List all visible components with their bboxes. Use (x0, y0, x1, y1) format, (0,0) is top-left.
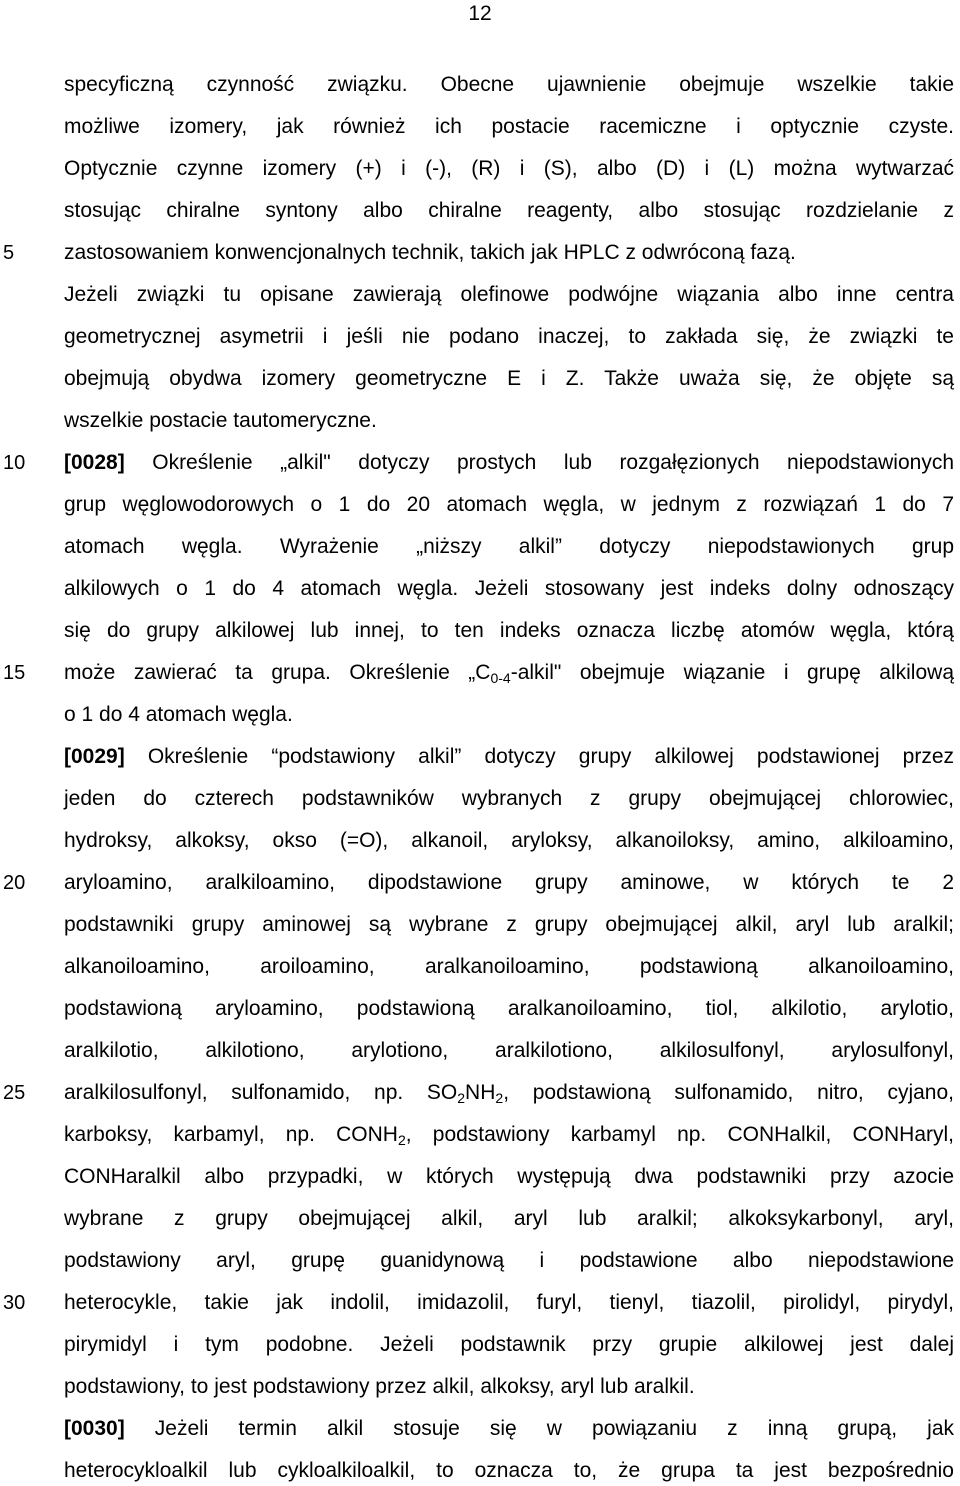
text-line: Jeżeli związki tu opisane zawierają olefinowe podwójne wiązania albo inne centra (64, 283, 954, 306)
text-line: podstawiony aryl, grupę guanidynową i podstawione albo niepodstawione (64, 1249, 954, 1272)
page-number: 12 (468, 2, 492, 25)
paragraph-number: [0030] (64, 1417, 125, 1440)
paragraph-0029-start: [0029] Określenie “podstawiony alkil” dotyczy grupy alkilowej podstawionej przez (64, 745, 954, 768)
text-line: zastosowaniem konwencjonalnych technik, takich jak HPLC z odwróconą fazą. (64, 241, 796, 264)
text-line: wybrane z grupy obejmującej alkil, aryl lub aralkil; alkoksykarbonyl, aryl, (64, 1207, 954, 1230)
text-line: hydroksy, alkoksy, okso (=O), alkanoil, aryloksy, alkanoiloksy, amino, alkiloamino, (64, 829, 954, 852)
text-line: karboksy, karbamyl, np. $CONH_2$, podstawiony karbamyl np. CONHalkil, CONHaryl, (64, 1123, 954, 1148)
text-line: podstawniki grupy aminowej są wybrane z grupy obejmującej alkil, aryl lub aralkil; (64, 913, 954, 936)
text-line: aryloamino, aralkiloamino, dipodstawione grupy aminowe, w których te 2 (64, 871, 954, 894)
text-line: podstawioną aryloamino, podstawioną aralkanoiloamino, tiol, alkilotio, arylotio, (64, 997, 954, 1020)
margin-line-number: 20 (3, 872, 26, 894)
text-line: specyficzną czynność związku. Obecne ujawnienie obejmuje wszelkie takie (64, 73, 954, 96)
text-line: alkilowych o 1 do 4 atomach węgla. Jeżeli stosowany jest indeks dolny odnoszący (64, 577, 954, 600)
margin-line-number: 15 (3, 662, 26, 684)
text-line: możliwe izomery, jak również ich postacie racemiczne i optycznie czyste. (64, 115, 954, 138)
text-line: jeden do czterech podstawników wybranych z grupy obejmującej chlorowiec, (64, 787, 954, 810)
text-line: atomach węgla. Wyrażenie „niższy alkil” dotyczy niepodstawionych grup (64, 535, 954, 558)
paragraph-number: [0029] (64, 745, 125, 768)
text-line: wszelkie postacie tautomeryczne. (64, 409, 377, 432)
text-line: CONHaralkil albo przypadki, w których występują dwa podstawniki przy azocie (64, 1165, 954, 1188)
text-line: heterocykle, takie jak indolil, imidazolil, furyl, tienyl, tiazolil, pirolidyl, pirydyl, (64, 1291, 954, 1314)
text-line: podstawiony, to jest podstawiony przez alkil, alkoksy, aryl lub aralkil. (64, 1375, 695, 1398)
margin-line-number: 5 (3, 242, 15, 264)
text-line: obejmują obydwa izomery geometryczne E i Z. Także uważa się, że objęte są (64, 367, 954, 390)
text-line: grup węglowodorowych o 1 do 20 atomach węgla, w jednym z rozwiązań 1 do 7 (64, 493, 954, 516)
paragraph-0030-start: [0030] Jeżeli termin alkil stosuje się w powiązaniu z inną grupą, jak (64, 1417, 954, 1440)
text-line: aralkilotio, alkilotiono, arylotiono, aralkilotiono, alkilosulfonyl, arylosulfonyl, (64, 1039, 954, 1062)
paragraph-number: [0028] (64, 451, 125, 474)
text-line: o 1 do 4 atomach węgla. (64, 703, 293, 726)
text-line: pirymidyl i tym podobne. Jeżeli podstawnik przy grupie alkilowej jest dalej (64, 1333, 954, 1356)
text-line: aralkilosulfonyl, sulfonamido, np. $SO_2NH_2$, podstawioną sulfonamido, nitro, cyjano, (64, 1081, 955, 1106)
text-line: geometrycznej asymetrii i jeśli nie podano inaczej, to zakłada się, że związki te (64, 325, 954, 348)
text-line: alkanoiloamino, aroiloamino, aralkanoiloamino, podstawioną alkanoiloamino, (64, 955, 954, 978)
text-line: Optycznie czynne izomery (+) i (-), (R) i (S), albo (D) i (L) można wytwarzać (64, 157, 954, 180)
text-line: heterocykloalkil lub cykloalkiloalkil, to oznacza to, że grupa ta jest bezpośrednio (64, 1459, 954, 1482)
paragraph-0028-start: [0028] Określenie „alkil" dotyczy prostych lub rozgałęzionych niepodstawionych (64, 451, 954, 474)
text-line: może zawierać ta grupa. Określenie $„C_{0-4}$-alkil" obejmuje wiązanie i grupę alkilową (64, 661, 954, 686)
margin-line-number: 30 (3, 1292, 26, 1314)
margin-line-number: 25 (3, 1082, 26, 1104)
margin-line-number: 10 (3, 452, 26, 474)
text-line: stosując chiralne syntony albo chiralne reagenty, albo stosując rozdzielanie z (64, 199, 954, 222)
text-line: się do grupy alkilowej lub innej, to ten indeks oznacza liczbę atomów węgla, którą (64, 619, 954, 642)
